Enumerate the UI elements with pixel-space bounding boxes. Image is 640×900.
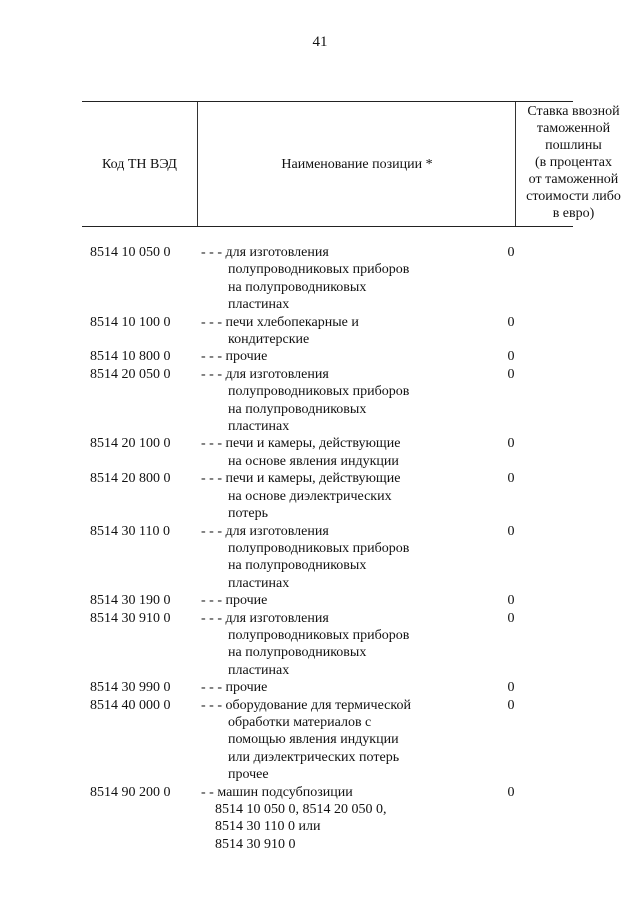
row-name-text: на полупроводниковых: [228, 645, 367, 661]
row-name-text: пластинах: [228, 297, 290, 313]
row-name-line: [201, 557, 441, 574]
row-name-text: потерь: [228, 506, 269, 522]
row-code: 8514 90 200 0: [90, 784, 171, 800]
row-level-dashes: - - -: [201, 593, 226, 609]
row-name-text: печи и камеры, действующие: [225, 436, 401, 452]
row-code: 8514 30 910 0: [90, 610, 171, 626]
row-code: 8514 20 050 0: [90, 366, 171, 382]
row-name-text: полупроводниковых приборов: [228, 540, 410, 556]
row-name-line: [201, 383, 441, 400]
header-rate-line: Ставка ввозной: [527, 104, 620, 119]
row-name-text: на основе диэлектрических: [228, 488, 392, 504]
row-rate: 0: [507, 366, 515, 382]
row-name-text: на полупроводниковых: [228, 558, 367, 574]
row-name-line: [201, 818, 441, 835]
row-name-text: или диэлектрических потерь: [228, 749, 400, 765]
row-name-text: печи и камеры, действующие: [225, 471, 401, 487]
table-row: [82, 314, 573, 349]
row-name-text: прочие: [225, 680, 268, 696]
row-name-line: [201, 261, 441, 278]
row-level-dashes: - -: [201, 784, 218, 800]
row-name-line: [201, 540, 441, 557]
table-row: [82, 366, 573, 436]
row-level-dashes: - - -: [201, 245, 226, 260]
row-code: 8514 20 800 0: [90, 471, 171, 487]
row-name-line: [201, 244, 441, 261]
row-rate: 0: [507, 245, 515, 260]
table-row: [82, 523, 573, 593]
row-name-line: [201, 784, 441, 801]
row-name-line: [201, 523, 441, 540]
row-rate: 0: [507, 697, 515, 713]
table-body: [82, 244, 573, 853]
row-name-line: [201, 279, 441, 296]
row-rate: 0: [507, 680, 515, 696]
row-name-text: помощью явления индукции: [228, 732, 399, 748]
row-name-line: [201, 749, 441, 766]
row-code: 8514 40 000 0: [90, 697, 171, 713]
row-code: 8514 10 050 0: [90, 245, 171, 260]
row-name: [201, 610, 441, 680]
row-name-line: [201, 296, 441, 313]
row-name-line: [201, 331, 441, 348]
row-name-text: 8514 30 910 0: [215, 836, 296, 852]
row-name: [201, 679, 441, 696]
row-name: [201, 697, 441, 784]
row-name: [201, 348, 441, 365]
header-rate: [515, 102, 631, 226]
row-name-line: [201, 488, 441, 505]
table-row: [82, 784, 573, 854]
row-code: 8514 10 100 0: [90, 314, 171, 330]
row-name-line: [201, 314, 441, 331]
row-name-text: на полупроводниковых: [228, 401, 367, 417]
row-rate: 0: [507, 436, 515, 452]
row-code: 8514 10 800 0: [90, 349, 171, 365]
row-rate: 0: [507, 523, 515, 539]
header-name: Наименование позиции *: [197, 102, 516, 226]
row-name-line: [201, 575, 441, 592]
row-level-dashes: - - -: [201, 366, 226, 382]
row-name-line: [201, 366, 441, 383]
row-name-line: [201, 470, 441, 487]
header-rate-line: (в процентах: [535, 155, 612, 170]
row-name-text: на основе явления индукции: [228, 453, 399, 469]
row-rate: 0: [507, 610, 515, 626]
row-name-text: полупроводниковых приборов: [228, 262, 410, 278]
row-level-dashes: - - -: [201, 349, 226, 365]
header-rate-line: в евро): [552, 206, 595, 221]
row-name-text: для изготовления: [225, 610, 329, 626]
row-name-line: [201, 592, 441, 609]
row-level-dashes: - - -: [201, 610, 226, 626]
table-row: [82, 244, 573, 314]
row-name-text: оборудование для термической: [225, 697, 411, 713]
row-rate: 0: [507, 471, 515, 487]
row-name-line: [201, 348, 441, 365]
row-name-line: [201, 714, 441, 731]
header-rate-line: стоимости либо: [526, 189, 621, 204]
row-name-text: прочие: [225, 593, 268, 609]
header-rate-line: пошлины: [545, 138, 602, 153]
row-name-text: прочее: [228, 767, 269, 783]
row-name-line: [201, 401, 441, 418]
header-rate-line: таможенной: [536, 121, 611, 136]
row-rate: 0: [507, 593, 515, 609]
row-code: 8514 30 990 0: [90, 680, 171, 696]
table-row: [82, 470, 573, 522]
row-name-text: обработки материалов с: [228, 714, 372, 730]
row-level-dashes: - - -: [201, 436, 226, 452]
row-name: [201, 435, 441, 470]
table-row: [82, 679, 573, 696]
row-name-line: [201, 679, 441, 696]
row-rate: 0: [507, 349, 515, 365]
row-name-text: для изготовления: [225, 523, 329, 539]
row-name-text: полупроводниковых приборов: [228, 627, 410, 643]
row-level-dashes: - - -: [201, 314, 226, 330]
row-name-line: [201, 766, 441, 783]
row-name: [201, 523, 441, 593]
row-name-line: [201, 435, 441, 452]
row-name-line: [201, 836, 441, 853]
row-name-text: кондитерские: [228, 332, 310, 348]
row-rate: 0: [507, 784, 515, 800]
row-name: [201, 366, 441, 436]
row-name-line: [201, 801, 441, 818]
table-row: [82, 348, 573, 365]
row-name: [201, 470, 441, 522]
row-name-text: 8514 30 110 0 или: [215, 819, 321, 835]
row-name: [201, 784, 441, 854]
tariff-table: [82, 101, 621, 853]
table-row: [82, 592, 573, 609]
row-name-line: [201, 505, 441, 522]
row-name-text: пластинах: [228, 662, 290, 678]
row-name-line: [201, 627, 441, 644]
row-name-text: машин подсубпозиции: [217, 784, 353, 800]
table-header: [82, 101, 621, 227]
row-name-text: для изготовления: [225, 366, 329, 382]
row-name: [201, 244, 441, 314]
row-code: 8514 30 190 0: [90, 593, 171, 609]
row-name-text: пластинах: [228, 575, 290, 591]
row-level-dashes: - - -: [201, 523, 226, 539]
row-name-text: прочие: [225, 349, 268, 365]
header-code: Код ТН ВЭД: [102, 156, 177, 172]
row-name-line: [201, 418, 441, 435]
row-name-text: пластинах: [228, 419, 290, 435]
table-row: [82, 697, 573, 784]
row-name-line: [201, 697, 441, 714]
row-code: 8514 30 110 0: [90, 523, 170, 539]
row-name-line: [201, 731, 441, 748]
row-name: [201, 314, 441, 349]
row-level-dashes: - - -: [201, 680, 226, 696]
row-level-dashes: - - -: [201, 697, 226, 713]
row-rate: 0: [507, 314, 515, 330]
table-row: [82, 435, 573, 470]
header-rate-line: от таможенной: [528, 172, 619, 187]
table-row: [82, 610, 573, 680]
row-name-line: [201, 644, 441, 661]
row-name-text: полупроводниковых приборов: [228, 384, 410, 400]
row-code: 8514 20 100 0: [90, 436, 171, 452]
row-name-text: печи хлебопекарные и: [225, 314, 359, 330]
page-number: 41: [312, 34, 328, 50]
row-level-dashes: - - -: [201, 471, 226, 487]
row-name-text: для изготовления: [225, 245, 329, 260]
row-name-line: [201, 662, 441, 679]
row-name-text: 8514 10 050 0, 8514 20 050 0,: [215, 802, 387, 817]
row-name-line: [201, 610, 441, 627]
row-name-line: [201, 453, 441, 470]
row-name: [201, 592, 441, 609]
row-name-text: на полупроводниковых: [228, 279, 367, 295]
